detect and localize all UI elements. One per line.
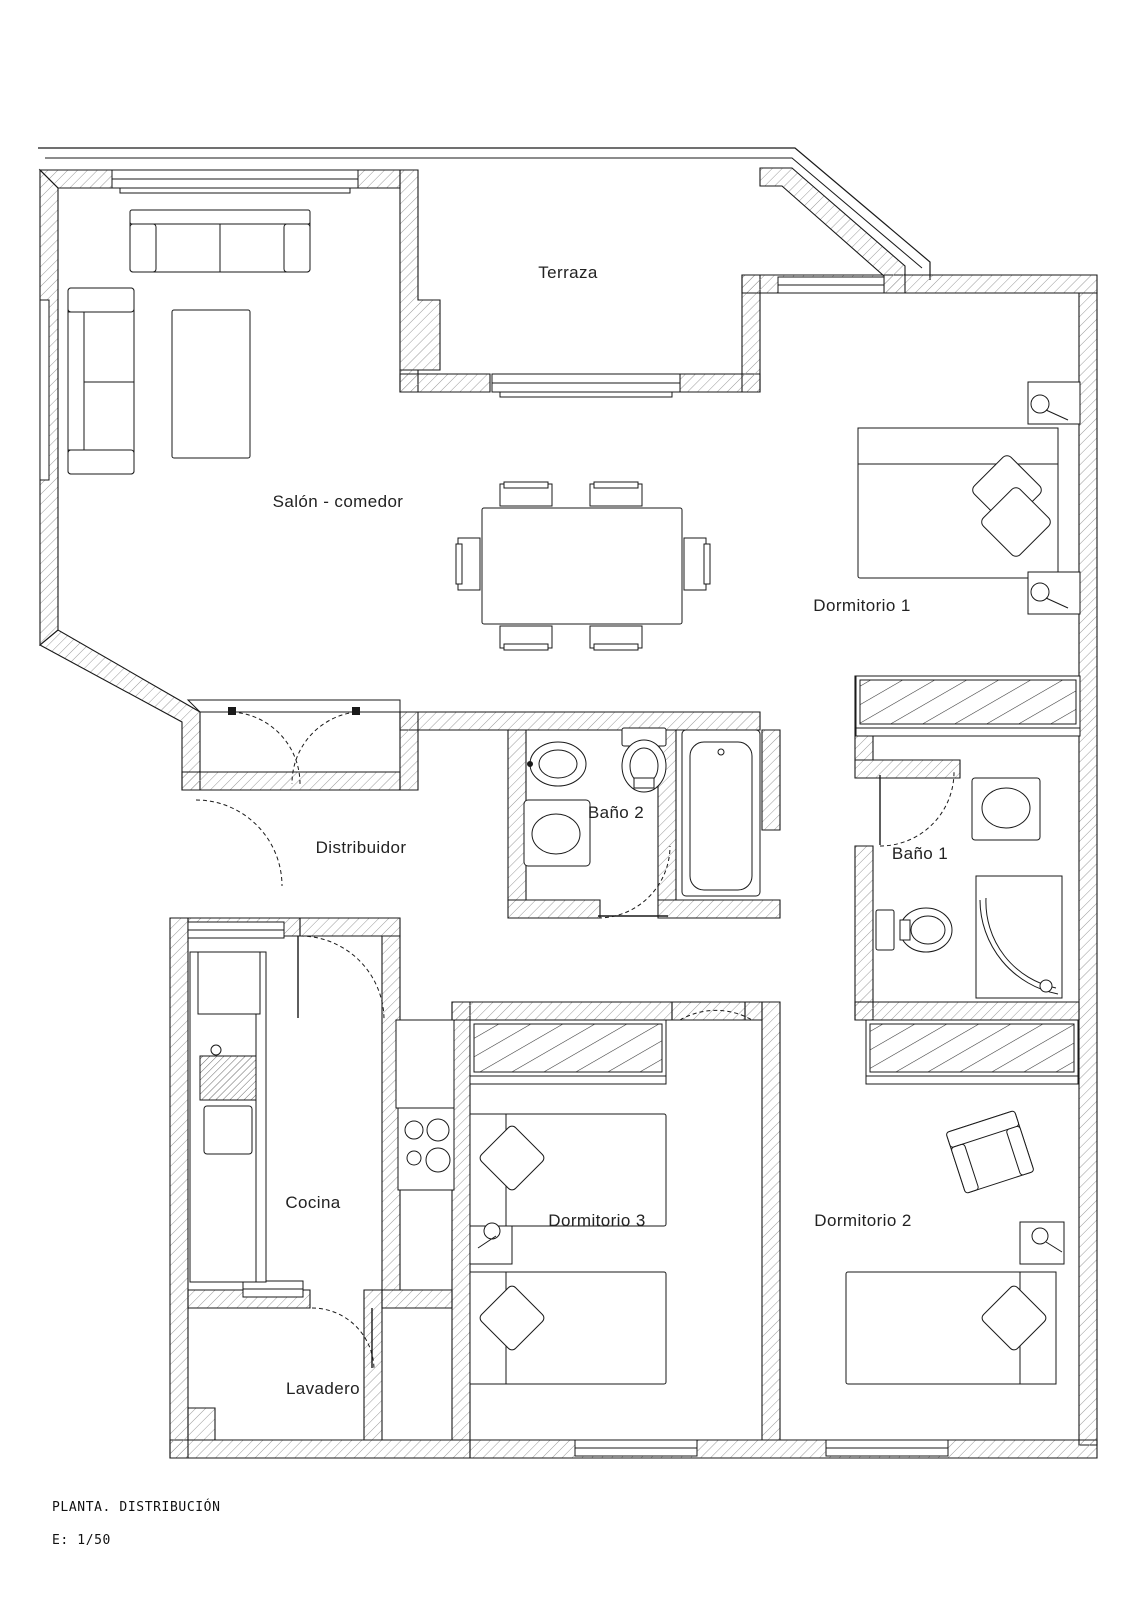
washbasin: [524, 800, 590, 866]
bed-single-b: [470, 1272, 666, 1384]
wardrobe: [866, 1020, 1078, 1084]
sink: [200, 1045, 256, 1154]
bathtub: [682, 730, 760, 896]
room-label-bano-1: Baño 1: [891, 844, 949, 863]
toilet: [876, 908, 952, 952]
nightstand-lamp: [1020, 1222, 1064, 1264]
bed-single-a: [470, 1114, 666, 1226]
bidet: [528, 742, 587, 786]
room-label-dormitorio-1: Dormitorio 1: [813, 596, 911, 615]
drawing-title: PLANTA. DISTRIBUCIÓN: [52, 1500, 221, 1515]
room-label-lavadero: Lavadero: [285, 1379, 361, 1398]
room-label-bano-2: Baño 2: [587, 803, 645, 822]
room-label-terraza: Terraza: [538, 263, 598, 282]
hob: [398, 1108, 454, 1190]
sofa-2p: [68, 288, 134, 474]
room-label-distribuidor: Distribuidor: [315, 838, 407, 857]
room-label-dormitorio-2: Dormitorio 2: [814, 1211, 912, 1230]
sofa-3p: [130, 210, 310, 272]
wardrobe: [856, 676, 1080, 736]
room-label-cocina: Cocina: [285, 1193, 341, 1212]
bed-double: [858, 428, 1058, 578]
shower-tray: [976, 876, 1062, 998]
dining-table: [482, 508, 682, 624]
coffee-table: [172, 310, 250, 458]
washbasin: [972, 778, 1040, 840]
room-label-salon-comedor: Salón - comedor: [272, 492, 404, 511]
bed-single-a: [846, 1272, 1056, 1384]
nightstand-lamp: [470, 1223, 512, 1264]
counter-right: [396, 1020, 454, 1108]
armchair: [946, 1110, 1034, 1193]
wardrobe: [470, 1020, 666, 1084]
fridge: [198, 952, 260, 1014]
room-label-dormitorio-3: Dormitorio 3: [548, 1211, 646, 1230]
drawing-scale: E: 1/50: [52, 1533, 111, 1548]
toilet: [622, 728, 666, 792]
